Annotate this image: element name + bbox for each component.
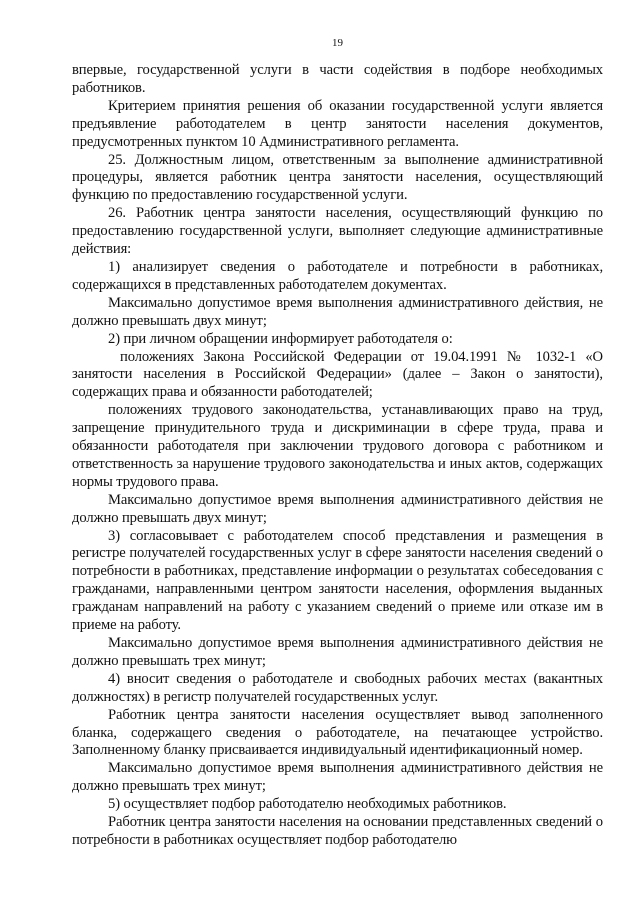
document-page — [72, 36, 603, 850]
paragraph-subitem-5: 5) осуществляет подбор работодателю необходимых работников. — [108, 796, 507, 813]
paragraph-time-limit-2: Максимально допустимое время выполнения административного действия не должно превышать двух минут; — [72, 491, 603, 526]
paragraph-item-26: 26. Работник центра занятости населения, осуществляющий функцию по предоставлению государственной услуги, выполняет следующие административные действия: — [72, 205, 603, 258]
paragraph-time-limit-1: Максимально допустимое время выполнения административного действия, не должно превышать двух минут; — [72, 294, 603, 329]
paragraph-subitem-2: 2) при личном обращении информирует работодателя о: — [108, 330, 453, 347]
paragraph-time-limit-3: Максимально допустимое время выполнения административного действия не должно превышать трех минут; — [72, 635, 603, 669]
paragraph-criterion: Критерием принятия решения об оказании государственной услуги является предъявление работодателем в центр занятости населения документов, предусмотренных пунктом 10 Административного регламента. — [72, 97, 603, 150]
paragraph-labor-legislation: положениях трудового законодательства, устанавливающих право на труд, запрещение принудительного труда и дискриминации в сфере труда, права и обязанности работодателя при заключении трудового договора с работником и ответственность за нарушение трудового законодательства и иных актов, содержащих нормы трудового права. — [72, 402, 603, 490]
paragraph-time-limit-4: Максимально допустимое время выполнения административного действия не должно превышать трех минут; — [72, 760, 603, 795]
paragraph-continuation: впервые, государственной услуги в части содействия в подборе необходимых работников. — [72, 62, 603, 96]
paragraph-item-25: 25. Должностным лицом, ответственным за выполнение административной процедуры, является работник центра занятости населения, осуществляющий функцию по предоставлению государственной услуги. — [72, 151, 603, 204]
paragraph-form-output: Работник центра занятости населения осуществляет вывод заполненного бланка, содержащего сведения о работодателе, на печатающее устройство. Заполненному бланку присваивается индивидуальный идентификационный номер. — [72, 706, 603, 759]
paragraph-subitem-3: 3) согласовывает с работодателем способ представления и размещения в регистре получателей государственных услуг в сфере занятости населения сведений о потребности в работниках, представление информации о результатах собеседования с гражданами, направленными центром занятости населения, оформления выданных гражданам направлений на работу с указанием сведений о приеме или отказе им в приеме на работу. — [72, 527, 603, 634]
paragraph-selection: Работник центра занятости населения на основании представленных сведений о потребности в работниках осуществляет подбор работодателю — [72, 814, 603, 848]
page-number: 19 — [332, 37, 343, 49]
paragraph-law-provisions: положениях Закона Российской Федерации от 19.04.1991 № 1032-1 «О занятости населения в Российской Федерации» (далее – Закон о занятости), содержащих права и обязанности работодателей; — [72, 348, 603, 401]
paragraph-subitem-1: 1) анализирует сведения о работодателе и потребности в работниках, содержащихся в представленных работодателем документах. — [72, 258, 603, 293]
paragraph-subitem-4: 4) вносит сведения о работодателе и свободных рабочих местах (вакантных должностях) в регистр получателей государственных услуг. — [72, 670, 603, 705]
